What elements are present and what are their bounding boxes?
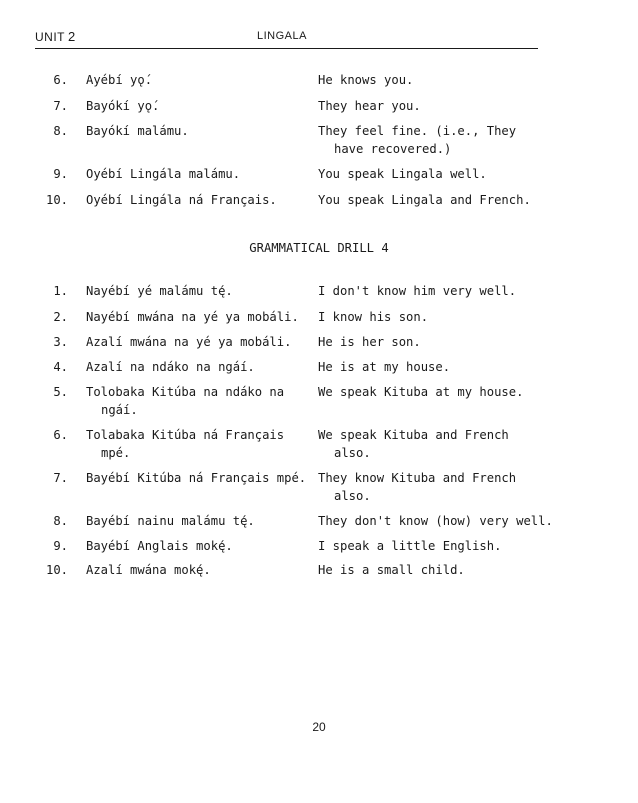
lingala-sentence: Bayébí nainu malámu tę́.: [86, 514, 255, 528]
item-number: 4.: [53, 360, 68, 374]
item-number: 2.: [53, 310, 68, 324]
english-translation: He knows you.: [318, 73, 414, 87]
lingala-sentence: Tolabaka Kitúba ná Français: [86, 428, 285, 442]
unit-label: UNIT 2: [35, 29, 76, 44]
lingala-sentence: Nayébí mwána na yé ya mobáli.: [86, 310, 299, 324]
section-title: GRAMMATICAL DRILL 4: [249, 241, 389, 255]
item-number: 9.: [53, 539, 68, 553]
english-translation: I don't know him very well.: [318, 284, 517, 298]
page-number: 20: [312, 720, 326, 734]
item-number: 6.: [53, 73, 68, 87]
lingala-sentence: Bayébí Anglais mokę́.: [86, 539, 233, 553]
item-number: 6.: [53, 428, 68, 442]
item-number: 7.: [53, 471, 68, 485]
english-translation: He is her son.: [318, 335, 421, 349]
item-number: 7.: [53, 99, 68, 113]
language-heading: LINGALA: [257, 30, 307, 42]
item-number: 9.: [53, 167, 68, 181]
lingala-sentence: Bayókí malámu.: [86, 124, 189, 138]
english-translation: We speak Kituba and French: [318, 428, 509, 442]
english-translation: He is at my house.: [318, 360, 451, 374]
english-translation: You speak Lingala and French.: [318, 193, 531, 207]
lingala-sentence: Ayébí yǫ́.: [86, 73, 153, 87]
item-number: 5.: [53, 385, 68, 399]
english-translation-cont: also.: [334, 489, 371, 503]
item-number: 10.: [45, 193, 68, 207]
lingala-sentence-cont: mpé.: [101, 446, 131, 460]
english-translation: I speak a little English.: [318, 539, 502, 553]
english-translation: We speak Kituba at my house.: [318, 385, 524, 399]
lingala-sentence: Azalí na ndáko na ngáí.: [86, 360, 255, 374]
item-number: 8.: [53, 124, 68, 138]
lingala-sentence: Nayébí yé malámu tę́.: [86, 284, 233, 298]
english-translation-cont: have recovered.): [334, 142, 452, 156]
item-number: 8.: [53, 514, 68, 528]
english-translation-cont: also.: [334, 446, 371, 460]
item-number: 3.: [53, 335, 68, 349]
english-translation: They hear you.: [318, 99, 421, 113]
english-translation: They feel fine. (i.e., They: [318, 124, 517, 138]
lingala-sentence: Tolobaka Kitúba na ndáko na: [86, 385, 285, 399]
lingala-sentence: Bayébí Kitúba ná Français mpé.: [86, 471, 307, 485]
lingala-sentence: Azalí mwána na yé ya mobáli.: [86, 335, 292, 349]
lingala-sentence-cont: ngáí.: [101, 403, 138, 417]
english-translation: He is a small child.: [318, 563, 465, 577]
item-number: 10.: [45, 563, 68, 577]
unit-number: 2: [68, 29, 76, 44]
english-translation: I know his son.: [318, 310, 429, 324]
lingala-sentence: Azalí mwána mokę́.: [86, 563, 211, 577]
english-translation: They don't know (how) very well.: [318, 514, 553, 528]
item-number: 1.: [53, 284, 68, 298]
lingala-sentence: Oyébí Lingála ná Français.: [86, 193, 277, 207]
lingala-sentence: Oyébí Lingála malámu.: [86, 167, 241, 181]
english-translation: You speak Lingala well.: [318, 167, 487, 181]
page-header: [35, 28, 538, 49]
english-translation: They know Kituba and French: [318, 471, 517, 485]
lingala-sentence: Bayókí yǫ́.: [86, 99, 160, 113]
